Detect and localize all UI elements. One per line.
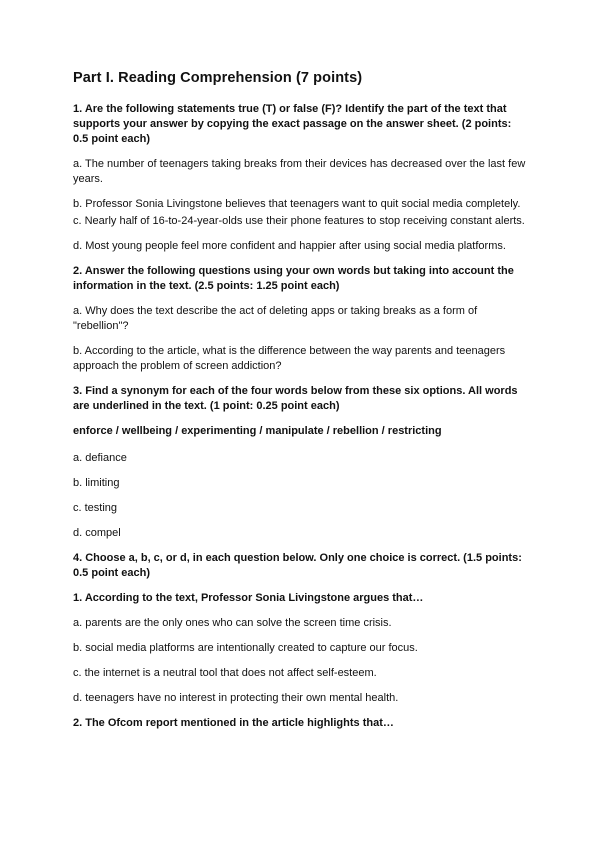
section1-heading: 1. Are the following statements true (T) or false (F)? Identify the part of the text that supports your answer by copying the exact passage on the answer sheet. (2 points: 0.5 point each) — [73, 103, 512, 145]
section4-q1-option-a: a. parents are the only ones who can solve the screen time crisis. — [73, 617, 392, 629]
section3-option-b: b. limiting — [73, 477, 120, 489]
section4-q1-stem: 1. According to the text, Professor Sonia Livingstone argues that… — [73, 592, 424, 604]
section4-q1-option-c: c. the internet is a neutral tool that does not affect self-esteem. — [73, 667, 377, 679]
section3-option-d: d. compel — [73, 527, 121, 539]
page-title: Part I. Reading Comprehension (7 points) — [73, 70, 363, 86]
section3-heading: 3. Find a synonym for each of the four words below from these six options. All words are underlined in the text. (1 point: 0.25 point each) — [73, 385, 518, 412]
section4-heading: 4. Choose a, b, c, or d, in each question below. Only one choice is correct. (1.5 points: 0.5 point each) — [73, 552, 522, 579]
section2-item-a: a. Why does the text describe the act of deleting apps or taking breaks as a form of "rebellion"? — [73, 305, 478, 332]
section3-option-a: a. defiance — [73, 452, 127, 464]
section4-q1-option-b: b. social media platforms are intentionally created to capture our focus. — [73, 642, 418, 654]
section2-item-b: b. According to the article, what is the difference between the way parents and teenagers approach the problem of screen addiction? — [73, 345, 506, 372]
section1-item-b: b. Professor Sonia Livingstone believes that teenagers want to quit social media completely. — [73, 198, 521, 210]
section1-item-a: a. The number of teenagers taking breaks from their devices has decreased over the last few years. — [73, 158, 526, 185]
section3-word-list: enforce / wellbeing / experimenting / manipulate / rebellion / restricting — [73, 425, 442, 437]
section3-option-c: c. testing — [73, 502, 118, 514]
section2-heading: 2. Answer the following questions using your own words but taking into account the information in the text. (2.5 points: 1.25 point each) — [73, 265, 514, 292]
section1-item-c: c. Nearly half of 16-to-24-year-olds use their phone features to stop receiving constant alerts. — [73, 215, 525, 227]
section1-item-d: d. Most young people feel more confident and happier after using social media platforms. — [73, 240, 506, 252]
section4-q1-option-d: d. teenagers have no interest in protecting their own mental health. — [73, 692, 399, 704]
section4-q2-stem: 2. The Ofcom report mentioned in the article highlights that… — [73, 717, 394, 729]
